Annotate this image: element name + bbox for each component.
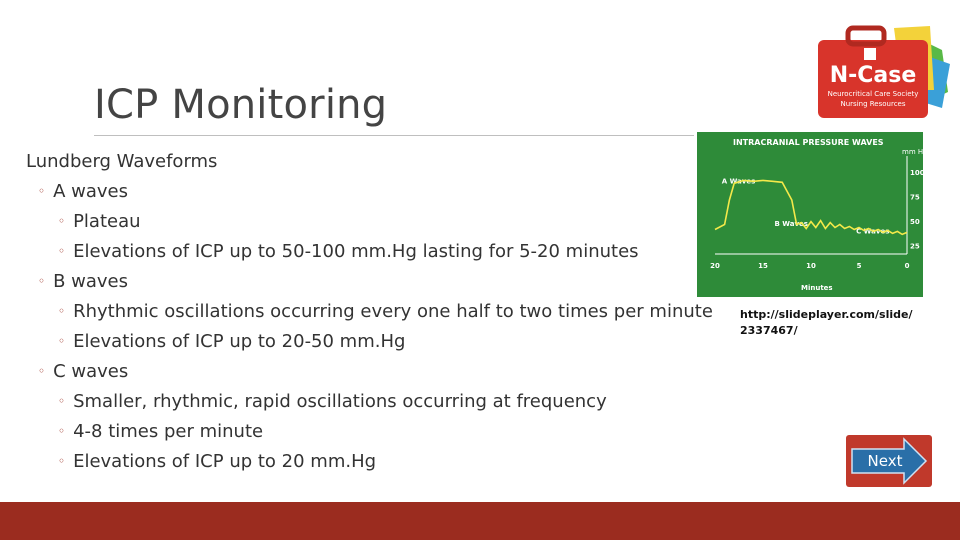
logo-name: N-Case [829, 63, 917, 88]
n-case-logo [810, 20, 950, 125]
bullet-line-level-3 [26, 447, 706, 477]
bullet-line-level-3 [26, 207, 706, 237]
bullet-text: Lundberg Waveforms [26, 151, 218, 172]
icp-waves-chart [697, 132, 928, 297]
bullet-text: Rhythmic oscillations occurring every one half to two times per minute [73, 301, 713, 322]
bullet-icon: ◦ [58, 394, 66, 408]
bullet-icon: ◦ [58, 244, 66, 258]
chart-ylabel: mm Hg [902, 148, 928, 156]
bullet-icon: ◦ [58, 334, 66, 348]
bullet-text: A waves [53, 181, 128, 202]
bullet-line-level-2 [26, 177, 706, 207]
bullet-line-level-3 [26, 297, 713, 327]
chart-x-tick-label: 15 [758, 262, 768, 270]
logo-subtitle-2: Nursing Resources [840, 100, 906, 108]
next-button[interactable] [846, 435, 932, 487]
bullet-text: Smaller, rhythmic, rapid oscillations occurring at frequency [73, 391, 607, 412]
bullet-line-level-1 [26, 147, 706, 177]
logo-subtitle-1: Neurocritical Care Society [827, 90, 919, 98]
bullet-icon: ◦ [58, 214, 66, 228]
bullet-text: Elevations of ICP up to 20 mm.Hg [73, 451, 377, 472]
chart-annotation: C Waves [856, 227, 890, 236]
bullet-text: Plateau [73, 211, 141, 232]
source-link[interactable] [740, 307, 920, 339]
bullet-icon: ◦ [38, 184, 46, 198]
chart-x-tick-label: 10 [806, 262, 816, 270]
bullet-line-level-3 [26, 417, 706, 447]
chart-x-tick-label: 20 [710, 262, 720, 270]
bullet-text: 4-8 times per minute [73, 421, 264, 442]
bullet-text: B waves [53, 271, 129, 292]
footer-bar [0, 502, 960, 540]
logo-cross-icon [864, 48, 876, 60]
title-underline [94, 135, 694, 136]
chart-title: INTRACRANIAL PRESSURE WAVES [733, 138, 884, 147]
bullet-line-level-3 [26, 387, 706, 417]
bullet-line-level-3 [26, 327, 706, 357]
chart-y-tick-label: 50 [910, 217, 920, 226]
source-link-line-2[interactable]: 2337467/ [740, 324, 798, 337]
bullet-icon: ◦ [38, 364, 46, 378]
chart-annotation: B Waves [774, 219, 808, 228]
slide-title: ICP Monitoring [94, 82, 388, 128]
logo-case-handle [848, 28, 884, 44]
bullet-line-level-3 [26, 237, 706, 267]
bullet-icon: ◦ [58, 454, 66, 468]
chart-y-tick-label: 100 [910, 168, 925, 177]
bullet-text: Elevations of ICP up to 20-50 mm.Hg [73, 331, 406, 352]
bullet-icon: ◦ [58, 304, 66, 318]
chart-y-tick-label: 75 [910, 193, 920, 202]
chart-annotation: A Waves [721, 177, 756, 186]
bullet-line-level-2 [26, 267, 706, 297]
bullet-text: Elevations of ICP up to 50-100 mm.Hg lasting for 5-20 minutes [73, 241, 639, 262]
bullet-icon: ◦ [38, 274, 46, 288]
chart-x-tick-label: 5 [856, 262, 862, 270]
bullet-icon: ◦ [58, 424, 66, 438]
chart-xlabel: Minutes [801, 284, 833, 292]
slide-body [26, 147, 713, 477]
chart-y-tick-label: 25 [910, 242, 920, 251]
chart-x-tick-label: 0 [904, 262, 910, 270]
bullet-text: C waves [53, 361, 129, 382]
source-link-line-1[interactable]: http://slideplayer.com/slide/ [740, 308, 913, 321]
bullet-line-level-2 [26, 357, 706, 387]
chart-series-line [715, 177, 907, 234]
next-button-label[interactable]: Next [867, 452, 903, 470]
